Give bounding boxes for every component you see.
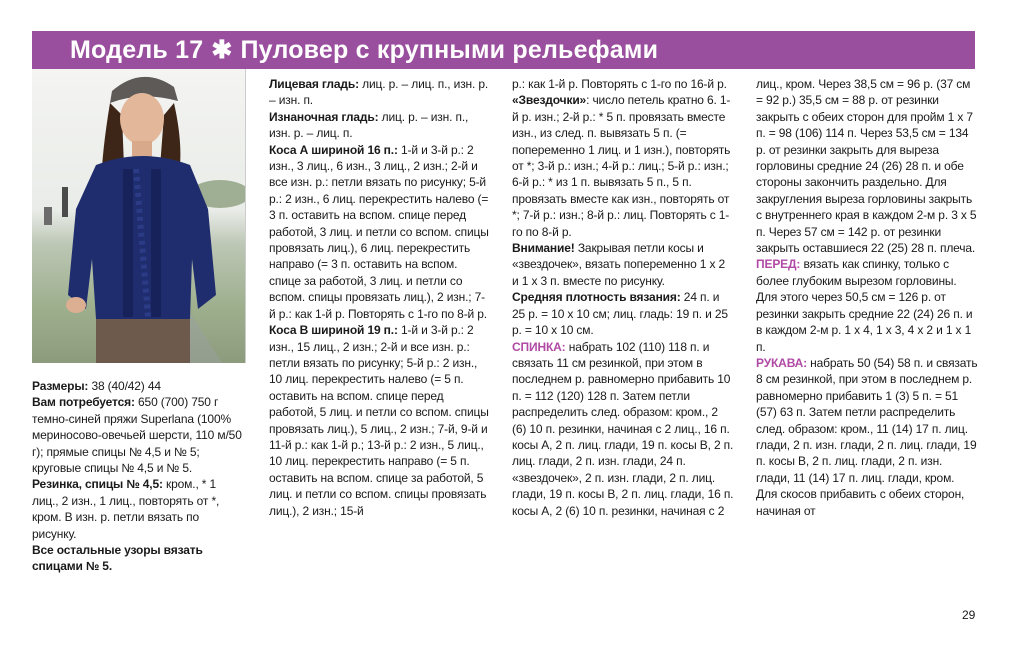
cable-b-paragraph: Коса В шириной 19 п.: 1-й и 3-й р.: 2 изн., 15 лиц., 2 изн.; 2-й и все изн. р.: петли вязать по рисунку; 5-й р.: 2 изн., 10 лиц. перекрестить налево (= 5 п. оставить на вспом. спице перед работой, 5 лиц. и петли со вспом. спицы провязать лиц.), 5 лиц., 2 изн.; 7-й, 9-й и 11-й р.: как 1-й р.; 13-й р.: 2 изн., 5 лиц., 10 лиц. перекрестить направо (= 5 п. оставить на вспом. спице за работой, 5 лиц. и петли со вспом. спицы провязать лиц.), 2 изн.; 15-й [269, 323, 489, 518]
column-1 [32, 378, 245, 575]
materials-paragraph: Вам потребуется: 650 (700) 750 г темно-синей пряжи Superlana (100% мериносово-овечьей шерсти, 110 м/50 г); прямые спицы № 4,5 и № 5; круговые спицы № 4,5 и № 5. [32, 395, 242, 476]
sleeves-paragraph: РУКАВА: набрать 50 (54) 58 п. и связать 8 см резинкой, при этом в последнем р. равномерно прибавить 1 (3) 5 п. = 51 (57) 63 п. Затем петли распределить след. образом: кром., 11 (14) 17 п. лиц. глади, 2 п. изн. глади, 2 п. лиц. глади, 19 п. косы В, 2 п. лиц. глади, 2 п. изн. глади, 11 (14) 17 п. лиц. глади, кром. Для скосов прибавить с обеих сторон, начиная от [756, 355, 978, 518]
column-4 [756, 76, 978, 519]
gauge-paragraph: Средняя плотность вязания: 24 п. и 25 р. = 10 х 10 см; лиц. гладь: 19 п. и 25 р. = 10 х 10 см. [512, 290, 728, 338]
model-photo [32, 69, 246, 363]
cable-b-continued: р.: как 1-й р. Повторять с 1-го по 16-й р. [512, 77, 727, 91]
model-number: Модель 17 [70, 36, 204, 64]
model-photo-illustration [32, 69, 245, 363]
garment-title: Пуловер с крупными рельефами [240, 36, 659, 64]
front-paragraph: ПЕРЕД: вязать как спинку, только с более глубоким вырезом горловины. Для этого через 50,5 см = 126 р. от резинки закрыть средние 22 (24) 26 п. и в каждом 2-м р. 1 х 4, 1 х 3, 4 х 2 и 1 х 1 п. [756, 257, 973, 354]
back-continued: лиц., кром. Через 38,5 см = 96 р. (37 см = 92 р.) 35,5 см = 88 р. от резинки закрыть с обеих сторон для пройм 1 х 7 п. = 98 (106) 114 п. Через 53,5 см = 134 р. от резинки закрыть для выреза горловины средние 24 (26) 28 п. и обе стороны закончить раздельно. Для закругления выреза горловины закрыть с внутреннего края в каждом 2-м р. 3 х 5 п. Через 57 см = 142 р. от резинки закрыть оставшиеся 22 (25) 28 п. плеча. [756, 77, 977, 256]
star-icon: ✱ [211, 36, 233, 64]
stars-paragraph: «Звездочки»: число петель кратно 6. 1-й р. изн.; 2-й р.: * 5 п. провязать вместе изн., из след. п. вывязать 5 п. (= попеременно 1 лиц. и 1 изн.), повторять от *; 3-й р.: изн.; 4-й р.: лиц.; 5-й р.: изн.; 6-й р.: * из 1 п. вывязать 5 п., 5 п. провязать вместе как изн., повторять от *; 7-й р.: изн.; 8-й р.: лиц. Повторять с 1-го по 8-й р. [512, 93, 731, 239]
stockinette-paragraph: Лицевая гладь: лиц. р. – лиц. п., изн. р. – изн. п. [269, 77, 489, 108]
reverse-stockinette-paragraph: Изнаночная гладь: лиц. р. – изн. п., изн. р. – лиц. п. [269, 109, 469, 141]
back-paragraph: СПИНКА: набрать 102 (110) 118 п. и связать 11 см резинкой, при этом в последнем р. равномерно прибавить 10 п. = 112 (120) 128 п. Затем петли распределить след. образом: кром., 2 (6) 10 п. резинки, начиная с 2 лиц., 16 п. косы А, 2 п. лиц. глади, 19 п. косы В, 2 п. лиц. глади, 2 п. изн. глади, 24 п. «звездочек», 2 п. изн. глади, 2 п. лиц. глади, 19 п. косы В, 2 п. лиц. глади, 16 п. косы А, 2 (6) 10 п. резинки, начиная с 2 [512, 339, 734, 518]
sizes-paragraph: Размеры: 38 (40/42) 44 [32, 379, 161, 393]
page-number: 29 [962, 608, 976, 622]
column-3 [512, 76, 734, 519]
attention-paragraph: Внимание! Закрывая петли косы и «звездочек», вязать попеременно 1 х 2 и 1 х 3 п. вместе по рисунку. [512, 241, 726, 288]
page-title [70, 32, 658, 68]
column-2 [269, 76, 491, 519]
cable-a-paragraph: Коса А шириной 16 п.: 1-й и 3-й р.: 2 изн., 3 лиц., 6 изн., 3 лиц., 2 изн.; 2-й и все изн. р.: петли вязать по рисунку; 5-й р.: 2 изн., 6 лиц. перекрестить налево (= 3 п. оставить на вспом. спице перед работой, 3 лиц. и петли со вспом. спицы провязать лиц.), 6 лиц. перекрестить направо (= 3 п. оставить на вспом. спице за работой, 3 лиц. и петли со вспом. спицы провязать лиц.), 2 изн.; 7-й р.: как 1-й р. Повторять с 1-го по 8-й р. [269, 142, 489, 321]
title-banner [32, 31, 975, 69]
ribbing-paragraph: Резинка, спицы № 4,5: кром., * 1 лиц., 2 изн., 1 лиц., повторять от *, кром. В изн. р. петли вязать по рисунку. [32, 477, 220, 541]
other-patterns-paragraph: Все остальные узоры вязать спицами № 5. [32, 543, 203, 574]
